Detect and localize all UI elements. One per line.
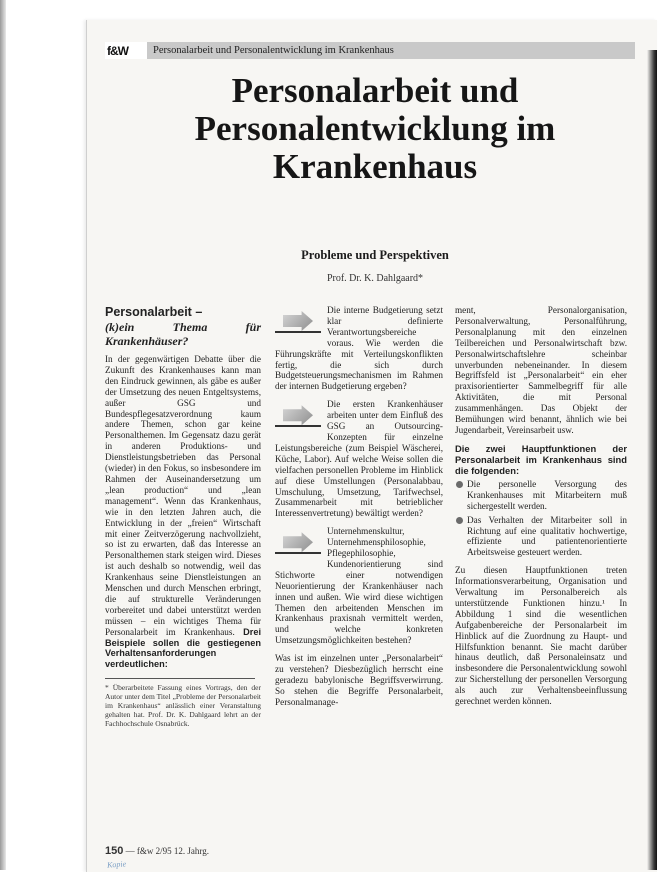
- arrow-marker-icon: [275, 401, 321, 431]
- column-3: [455, 305, 627, 714]
- library-stamp: Kopie: [106, 859, 127, 870]
- example-paragraph-3: Unternehmenskultur, Unternehmensphilosophie, Pflegephilosophie, Kundenorientierung sind Stichworte einer notwendigen Neuorientierung der Krankenhäuser nach innen und außen. Wie wird diese wichtigen Themen den arbeitenden Menschen im Krankenhaus praxisnah vermittelt werden, und welche konkreten Umsetzungsmöglichkeiten bestehen?: [275, 526, 443, 646]
- footnote-rule: [105, 678, 255, 679]
- intro-paragraph: In der gegenwärtigen Debatte über die Zukunft des Krankenhauses kann man den Eindruck gewinnen, als gäbe es außer der Umsetzung des neuen Entgeltsystems, außer GSG und Bundespflegesatzverordnung kaum andere Themen, schon gar keine Personalthemen. Im Gegensatz dazu gerät in anderen Produktions- und Dienstleistungsbetrieben das Personal (wieder) in den Fokus, so insbesondere im Rahmen der Auseinandersetzung um „lean production“ und „lean management“. Wenn das Krankenhaus, wie in den letzten Jahren auch, die Entwicklung in der „freien“ Wirtschaft mit einer Zeitverzögerung nachvollzieht, so ist zu erwarten, daß das Interesse an Personalthemen stark steigen wird. Dieses ist auch deshalb so notwendig, weil das Krankenhaus seine Dienstleistungen an Menschen und durch Menschen erbringt, die auf strukturelle Veränderungen vorbereitet und dabei unterstützt werden müssen – ein wichtiges Thema für Personalarbeit im Krankenhaus. Drei Beispiele sollen die gestiegenen Verhaltensanforderungen verdeutlichen:: [105, 354, 262, 670]
- page-gutter-shadow: [647, 50, 657, 870]
- journal-logo: f&W: [105, 42, 147, 59]
- continued-paragraph: ment, Personalorganisation, Personalverwaltung, Personalführung, Personalplanung mit den einzelnen Teilbereichen und Personalwirtschaft bzw. Personalwirtschaftslehre scheinbar unverbunden nebeneinander. In diesem Begriffsfeld ist „Personalarbeit“ ein eher praxisorientierter Sammelbegriff für alle Aktivitäten, die mit Personal zusammenhängen. Das Objekt der Bemühungen wird benannt, ähnlich wie bei Jugendarbeit, Vereinsarbeit usw.: [455, 305, 627, 435]
- column-1: [105, 305, 261, 735]
- arrow-marker-icon: [275, 528, 321, 558]
- bullet-icon: [456, 481, 463, 488]
- issue-info: — f&w 2/95 12. Jahrg.: [125, 846, 209, 856]
- functions-heading: Die zwei Hauptfunktionen der Personalarbeit im Krankenhaus sind die folgenden:: [455, 442, 627, 476]
- functions-list: [455, 479, 627, 558]
- page-footer: [105, 845, 209, 857]
- running-header: [105, 42, 635, 59]
- article-author: Prof. Dr. K. Dahlgaard*: [326, 273, 424, 284]
- example-paragraph-1: Die interne Budgetierung setzt klar definierte Verantwortungsbereiche voraus. Wie werden die Führungskräfte mit Verteilungskonflikten fertig, die sich durch Budgetsteuerungsmechanismen im Rahmen der internen Budgetierung ergeben?: [275, 305, 443, 392]
- arrow-marker-icon: [275, 307, 321, 337]
- example-paragraph-2: Die ersten Krankenhäuser arbeiten unter dem Einfluß des GSG an Outsourcing-Konzepten für einzelne Leistungsbereiche (zum Beispiel Wäscherei, Küche, Labor). Auf welche Weise sollen die vielfachen personellen Probleme im Hinblick auf diese Umstellungen (Personalabbau, Umschulung, Umsetzung, Tarifwechsel, Zusammenarbeit mit betrieblicher Interessenvertretung) bewältigt werden?: [275, 399, 443, 519]
- bold-lead-in: Drei Beispiele sollen die gestiegenen Verhaltensanforderungen verdeutlichen:: [105, 626, 262, 670]
- section-subheading: (k)ein Thema für Krankenhäuser?: [105, 320, 261, 348]
- column-2: [275, 305, 443, 715]
- scan-edge: [0, 0, 6, 870]
- bullet-icon: [456, 517, 463, 524]
- footnote: * Überarbeitete Fassung eines Vortrags, den der Autor unter dem Titel „Probleme der Personalarbeit im Krankenhaus“ anlässlich einer Veranstaltung gehalten hat. Prof. Dr. K. Dahlgaard lehrt an der Fachhochschule Osnabrück.: [105, 683, 261, 729]
- support-functions-paragraph: Zu diesen Hauptfunktionen treten Informationsverarbeitung, Organisation und Verwaltung im Personalbereich als unterstützende Funktionen hinzu.¹ In Abbildung 1 sind die wesentlichen Aufgabenbereiche der Personalarbeit im Hinblick auf die Zuordnung zu Haupt- und Hilfsfunktion benannt. Sie macht darüber hinaus deutlich, daß Personaleinsatz und insbesondere die Personalentwicklung sowohl zur Sicherstellung der personellen Versorgung als auch zur Verhaltensbeeinflussung gerechnet werden können.: [455, 565, 627, 707]
- article-title: Personalarbeit und Personalentwicklung im Krankenhaus: [194, 71, 556, 186]
- definition-paragraph: Was ist im einzelnen unter „Personalarbeit“ zu verstehen? Diesbezüglich herrscht eine geradezu babylonische Begriffsverwirrung. So stehen die Begriffe Personalarbeit, Personalmanage-: [275, 653, 443, 707]
- list-item: Das Verhalten der Mitarbeiter soll in Richtung auf eine qualitativ hochwertige, effiziente und patientenorientierte Arbeitsweise gesteuert werden.: [455, 515, 627, 559]
- section-heading: Personalarbeit –: [105, 305, 203, 319]
- page-number: 150: [105, 845, 124, 857]
- list-item: Die personelle Versorgung des Krankenhauses mit Mitarbeitern muß sichergestellt werden.: [455, 479, 627, 512]
- running-title: Personalarbeit und Personalentwicklung im Krankenhaus: [153, 45, 394, 56]
- article-subtitle: Probleme und Perspektiven: [301, 248, 449, 262]
- magazine-page: [86, 20, 657, 872]
